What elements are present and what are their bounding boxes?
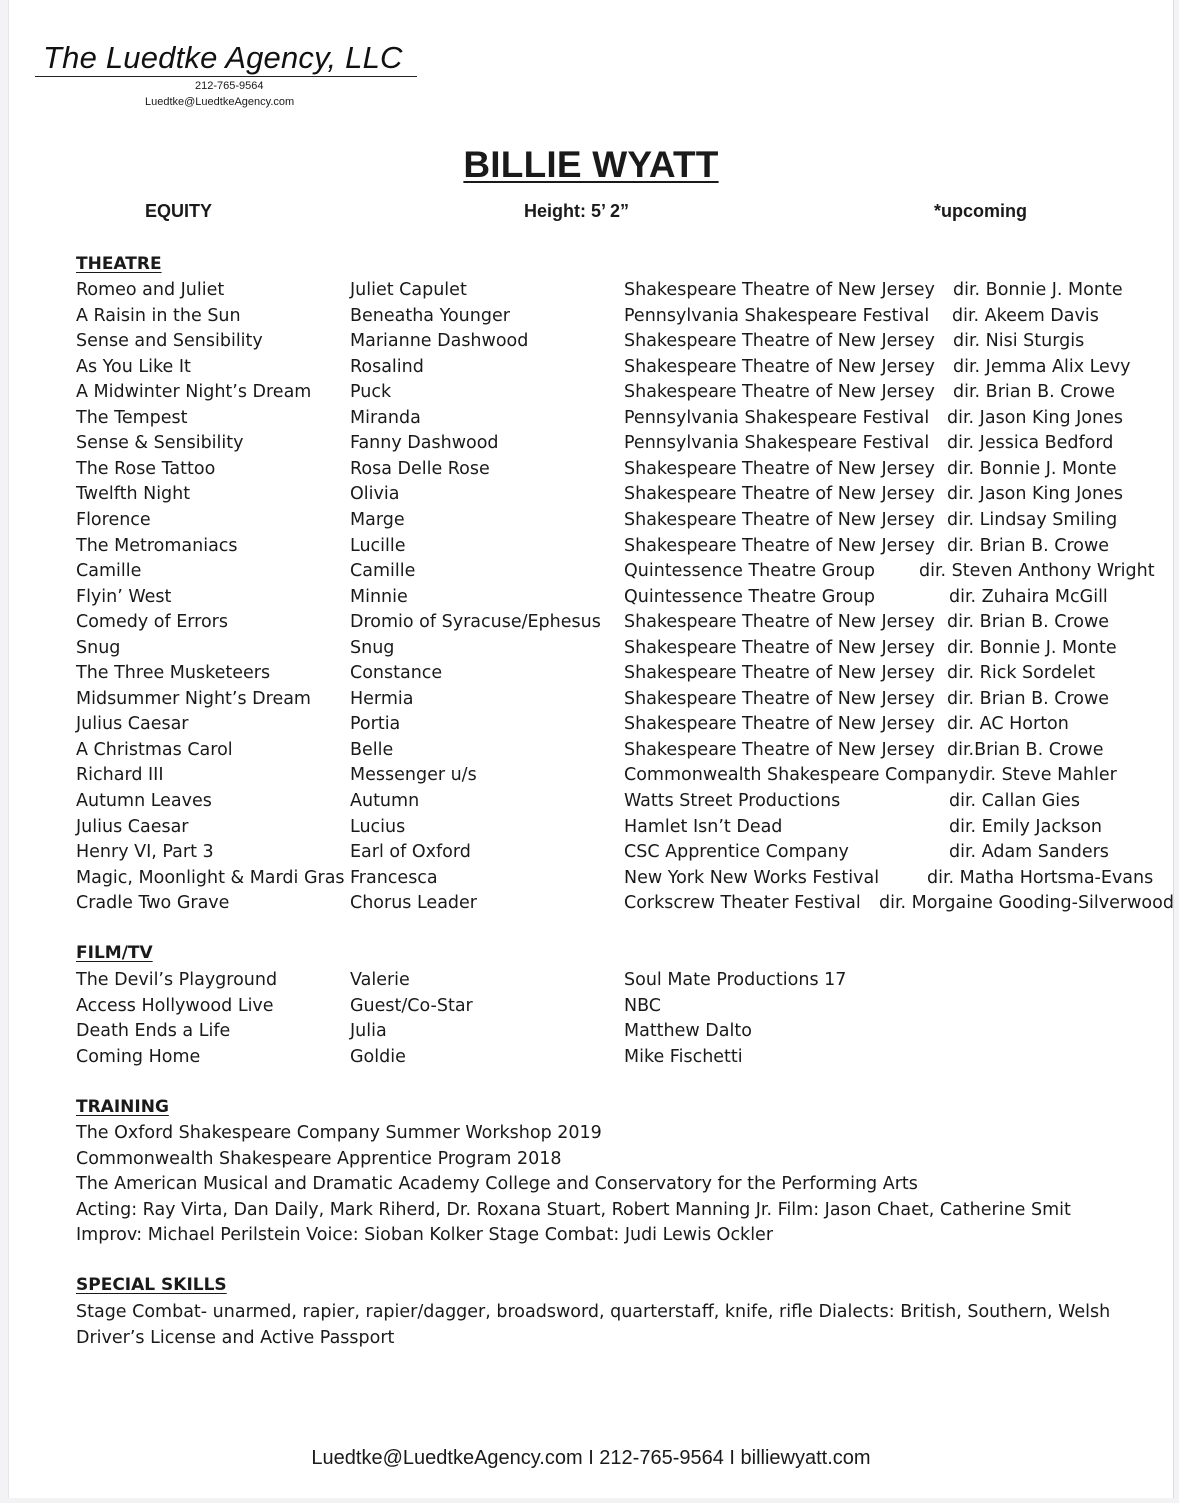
credit-company: CSC Apprentice Company	[624, 842, 849, 863]
list-item: Stage Combat- unarmed, rapier, rapier/dagger, broadsword, quarterstaff, knife, rifle Dialects: British, Southern, Welsh	[76, 1302, 1111, 1322]
list-item: Improv: Michael Perilstein Voice: Sioban Kolker Stage Combat: Judi Lewis Ockler	[76, 1225, 774, 1246]
credit-title: Midsummer Night’s Dream	[76, 688, 311, 709]
credit-role: Puck	[350, 382, 392, 403]
credit-role: Marge	[350, 509, 405, 530]
credit-role: Juliet Capulet	[350, 280, 467, 300]
section-title-special-skills: SPECIAL SKILLS	[76, 1275, 227, 1295]
section-title-theatre: THEATRE	[76, 254, 162, 274]
agency-letterhead	[35, 40, 417, 108]
list-item: Acting: Ray Virta, Dan Daily, Mark Riherd, Dr. Roxana Stuart, Robert Manning Jr. Film: Jason Chaet, Catherine Smit	[76, 1199, 1071, 1220]
credit-row	[9, 687, 1173, 712]
credit-company: Shakespeare Theatre of New Jersey	[624, 739, 935, 760]
credit-role: Guest/Co-Star	[350, 995, 473, 1016]
credit-row	[9, 380, 1173, 405]
credit-title: The Three Musketeers	[76, 663, 271, 684]
credit-row	[9, 585, 1173, 610]
union-label: EQUITY	[145, 201, 213, 221]
credit-role: Miranda	[350, 407, 421, 428]
credit-company: Shakespeare Theatre of New Jersey	[624, 535, 935, 556]
credit-director: dir. Morgaine Gooding-Silverwood	[879, 893, 1174, 914]
list-item: The American Musical and Dramatic Academy College and Conservatory for the Performing Arts	[76, 1174, 918, 1195]
credit-company: Matthew Dalto	[624, 1021, 752, 1042]
credit-row	[9, 482, 1173, 507]
credit-director: dir. Callan Gies	[949, 791, 1081, 811]
credit-title: Twelfth Night	[76, 484, 191, 505]
credit-director: dir. Jemma Alix Levy	[953, 356, 1131, 377]
credit-role: Chorus Leader	[350, 893, 477, 914]
credit-company: Shakespeare Theatre of New Jersey	[624, 663, 935, 684]
credit-director: dir. Jason King Jones	[947, 484, 1123, 505]
credit-row	[9, 278, 1173, 303]
credit-title: The Tempest	[76, 407, 188, 428]
credit-title: Cradle Two Grave	[76, 893, 230, 914]
credit-director: dir. Brian B. Crowe	[947, 535, 1110, 556]
credit-row	[9, 1019, 1173, 1044]
credit-company: Pennsylvania Shakespeare Festival	[624, 305, 930, 326]
credit-company: Shakespeare Theatre of New Jersey	[624, 612, 935, 633]
credit-row	[9, 534, 1173, 559]
credit-title: The Metromaniacs	[76, 535, 238, 556]
credit-title: The Devil’s Playground	[76, 970, 278, 990]
credit-title: Magic, Moonlight & Mardi Gras	[76, 867, 345, 888]
credit-director: dir. Nisi Sturgis	[953, 331, 1085, 352]
credit-title: Camille	[76, 561, 142, 582]
credit-role: Beneatha Younger	[350, 305, 510, 326]
credit-company: Shakespeare Theatre of New Jersey	[624, 356, 935, 377]
agency-name: The Luedtke Agency, LLC	[35, 40, 417, 77]
credit-row	[9, 789, 1173, 814]
credit-title: A Midwinter Night’s Dream	[76, 382, 312, 403]
footer-contact: Luedtke@LuedtkeAgency.com I 212-765-9564 I billiewyatt.com	[311, 1447, 871, 1469]
credit-row	[9, 457, 1173, 482]
credit-title: Sense & Sensibility	[76, 433, 244, 454]
credit-director: dir. Brian B. Crowe	[947, 612, 1110, 633]
credit-role: Autumn	[350, 791, 420, 811]
section-title-training: TRAINING	[76, 1097, 169, 1117]
credit-row	[9, 304, 1173, 329]
credit-title: Julius Caesar	[76, 816, 189, 837]
credit-role: Fanny Dashwood	[350, 433, 499, 454]
credit-row	[9, 661, 1173, 686]
credit-title: Snug	[76, 637, 121, 658]
height-label: Height: 5’ 2”	[524, 201, 630, 221]
credit-title: A Raisin in the Sun	[76, 305, 241, 326]
credit-row	[9, 712, 1173, 737]
credit-role: Constance	[350, 663, 443, 684]
credit-title: Autumn Leaves	[76, 791, 212, 811]
agency-email: Luedtke@LuedtkeAgency.com	[145, 96, 295, 108]
credit-title: Access Hollywood Live	[76, 995, 274, 1016]
credit-role: Camille	[350, 561, 416, 582]
credit-director: dir. Bonnie J. Monte	[947, 637, 1117, 658]
credit-company: Shakespeare Theatre of New Jersey	[624, 280, 935, 300]
credit-role: Julia	[350, 1021, 387, 1042]
credit-row	[9, 1045, 1173, 1070]
list-item: Driver’s License and Active Passport	[76, 1327, 395, 1348]
credit-role: Goldie	[350, 1046, 406, 1067]
credit-director: dir. Steven Anthony Wright	[919, 561, 1155, 582]
credit-company: Shakespeare Theatre of New Jersey	[624, 458, 935, 479]
credit-director: dir. Zuhaira McGill	[949, 586, 1108, 607]
list-item: Commonwealth Shakespeare Apprentice Program 2018	[76, 1148, 562, 1169]
credit-company: Pennsylvania Shakespeare Festival	[624, 433, 930, 454]
credit-company: Shakespeare Theatre of New Jersey	[624, 331, 935, 352]
credit-director: dir. Bonnie J. Monte	[953, 280, 1123, 300]
credit-company: Quintessence Theatre Group	[624, 586, 876, 607]
credit-title: A Christmas Carol	[76, 739, 233, 760]
credit-title: Florence	[76, 509, 151, 530]
credit-company: Shakespeare Theatre of New Jersey	[624, 382, 935, 403]
credit-role: Snug	[350, 637, 395, 658]
credit-row	[9, 431, 1173, 456]
credit-row	[9, 329, 1173, 354]
credit-row	[9, 815, 1173, 840]
credit-company: Commonwealth Shakespeare Company	[624, 765, 969, 786]
credit-company: Shakespeare Theatre of New Jersey	[624, 484, 935, 505]
credit-role: Lucille	[350, 535, 406, 556]
credit-role: Portia	[350, 714, 401, 735]
credit-company: New York New Works Festival	[624, 867, 880, 888]
credit-director: dir. Brian B. Crowe	[953, 382, 1116, 403]
actor-name: BILLIE WYATT	[463, 144, 719, 185]
credit-role: Rosa Delle Rose	[350, 458, 490, 479]
resume-page	[8, 0, 1174, 1498]
section-title-film-tv: FILM/TV	[76, 943, 153, 963]
credit-director: dir. Jason King Jones	[947, 407, 1123, 428]
credit-row	[9, 559, 1173, 584]
credit-title: The Rose Tattoo	[76, 458, 216, 479]
credit-director: dir. Brian B. Crowe	[947, 688, 1110, 709]
credit-title: Julius Caesar	[76, 714, 189, 735]
credit-row	[9, 968, 1173, 993]
upcoming-note: *upcoming	[934, 201, 1027, 221]
credit-row	[9, 738, 1173, 763]
credit-company: Watts Street Productions	[624, 791, 841, 811]
credit-director: dir.Brian B. Crowe	[947, 739, 1104, 760]
credit-director: dir. Akeem Davis	[952, 305, 1099, 326]
credit-director: dir. Jessica Bedford	[947, 433, 1114, 454]
credit-role: Lucius	[350, 816, 406, 837]
list-item: The Oxford Shakespeare Company Summer Workshop 2019	[76, 1123, 602, 1143]
credit-title: As You Like It	[76, 356, 191, 377]
credit-role: Francesca	[350, 867, 438, 888]
credit-director: dir. Rick Sordelet	[947, 663, 1096, 684]
credit-role: Olivia	[350, 484, 400, 505]
credit-title: Flyin’ West	[76, 586, 172, 607]
credit-role: Marianne Dashwood	[350, 331, 529, 352]
credit-director: dir. Adam Sanders	[949, 842, 1109, 863]
credit-row	[9, 840, 1173, 865]
credit-company: Hamlet Isn’t Dead	[624, 816, 783, 837]
credit-row	[9, 763, 1173, 788]
credit-title: Sense and Sensibility	[76, 331, 263, 352]
credit-company: Soul Mate Productions 17	[624, 970, 847, 990]
credit-title: Death Ends a Life	[76, 1021, 231, 1042]
credit-row	[9, 610, 1173, 635]
credit-director: dir. Emily Jackson	[949, 816, 1102, 837]
credit-company: Quintessence Theatre Group	[624, 561, 876, 582]
credit-role: Valerie	[350, 970, 410, 990]
credit-role: Hermia	[350, 688, 414, 709]
credit-company: Shakespeare Theatre of New Jersey	[624, 688, 935, 709]
credit-role: Belle	[350, 739, 394, 760]
credit-company: Corkscrew Theater Festival	[624, 893, 861, 914]
credit-title: Coming Home	[76, 1046, 201, 1067]
credit-title: Romeo and Juliet	[76, 280, 225, 300]
credit-title: Henry VI, Part 3	[76, 842, 214, 863]
credit-row	[9, 406, 1173, 431]
credit-title: Richard III	[76, 765, 164, 786]
credit-role: Earl of Oxford	[350, 842, 471, 863]
credit-title: Comedy of Errors	[76, 612, 228, 633]
credit-company: Shakespeare Theatre of New Jersey	[624, 714, 935, 735]
credit-role: Minnie	[350, 586, 408, 607]
credit-row	[9, 994, 1173, 1019]
credit-row	[9, 866, 1173, 891]
credit-row	[9, 355, 1173, 380]
credit-director: dir. AC Horton	[947, 714, 1069, 735]
credit-role: Rosalind	[350, 356, 424, 377]
agency-phone: 212-765-9564	[195, 80, 264, 92]
credit-director: dir. Matha Hortsma-Evans	[927, 867, 1154, 888]
credit-director: dir. Bonnie J. Monte	[947, 458, 1117, 479]
credit-company: Mike Fischetti	[624, 1046, 743, 1067]
credit-role: Dromio of Syracuse/Ephesus	[350, 612, 601, 633]
credit-company: NBC	[624, 995, 662, 1016]
credit-company: Shakespeare Theatre of New Jersey	[624, 637, 935, 658]
credit-company: Shakespeare Theatre of New Jersey	[624, 509, 935, 530]
credit-row	[9, 891, 1173, 916]
credit-director: dir. Lindsay Smiling	[947, 509, 1118, 530]
credit-row	[9, 508, 1173, 533]
credit-row	[9, 636, 1173, 661]
credit-role: Messenger u/s	[350, 765, 477, 786]
credit-director: dir. Steve Mahler	[969, 765, 1117, 786]
credit-company: Pennsylvania Shakespeare Festival	[624, 407, 930, 428]
